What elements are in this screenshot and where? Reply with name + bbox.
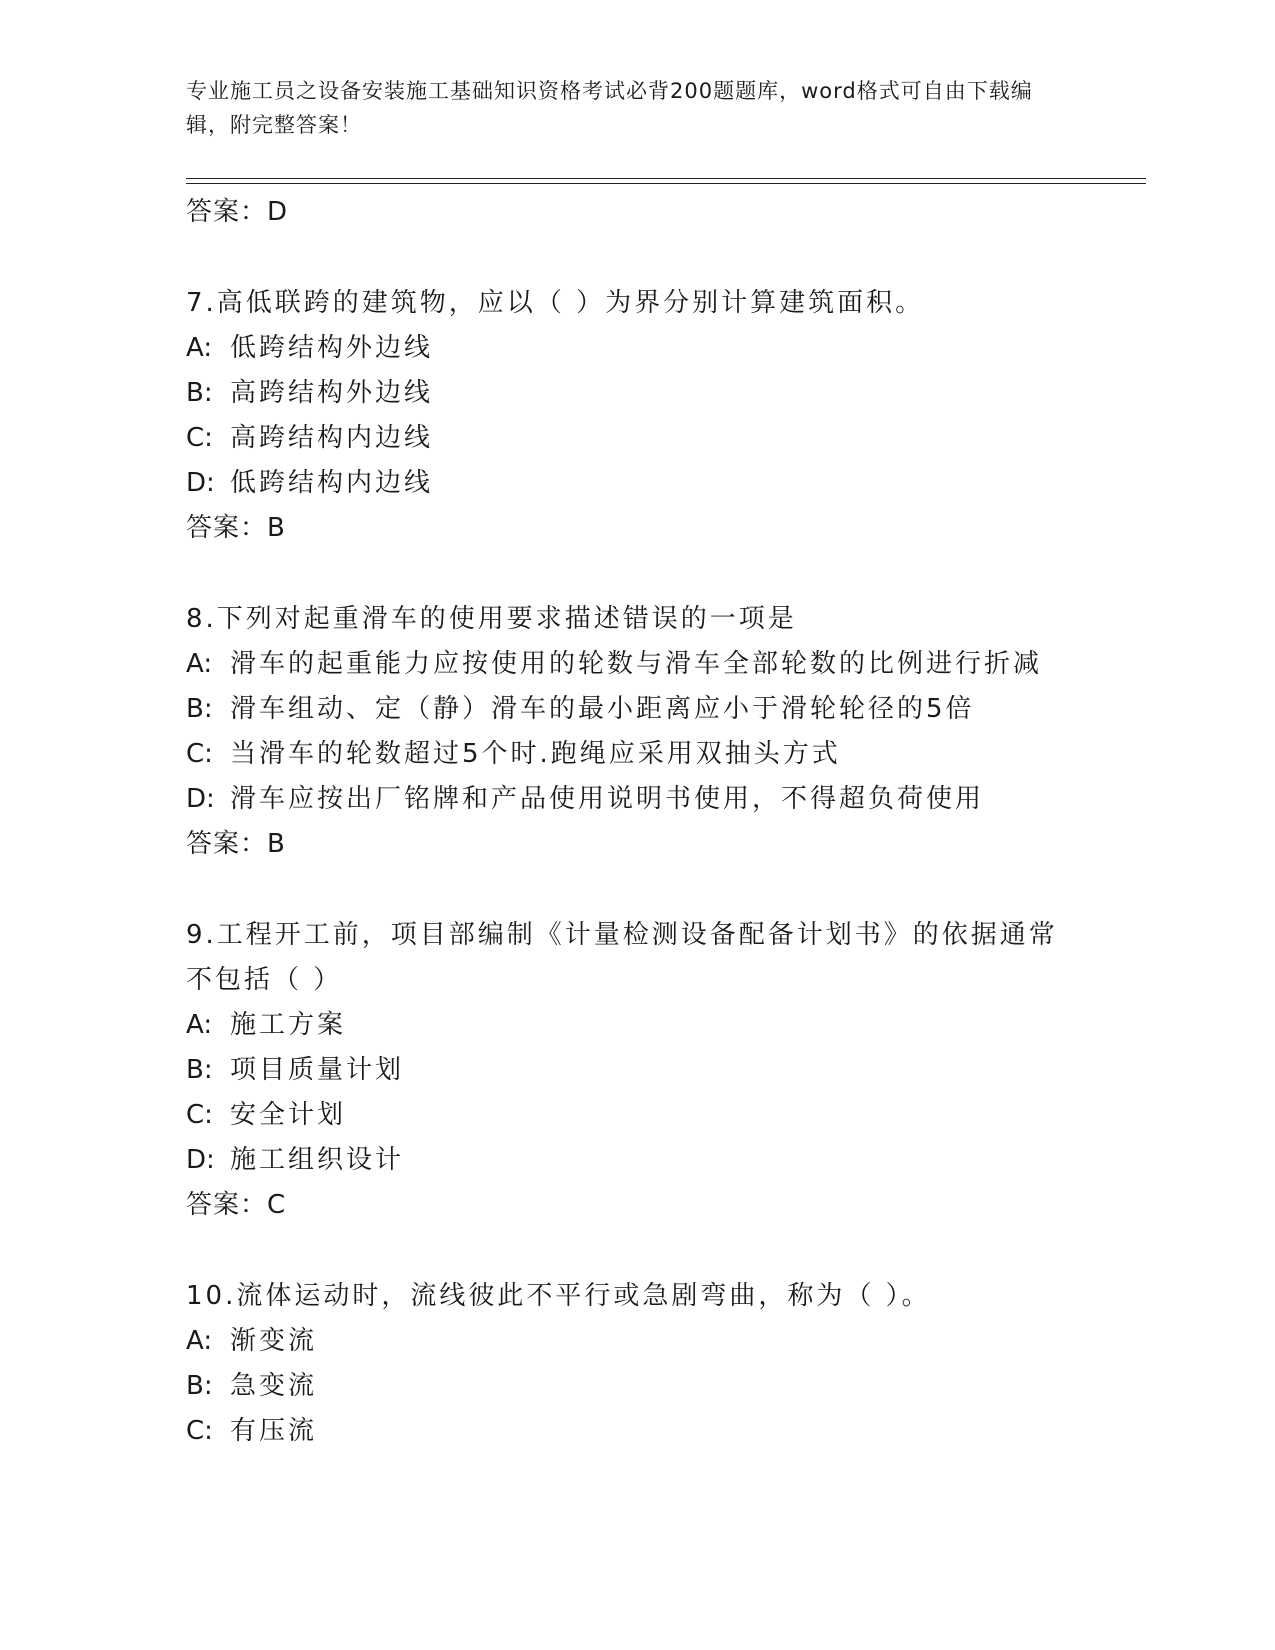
option-item: [186, 326, 1086, 371]
option-item: [186, 1138, 1086, 1183]
option-item: [186, 732, 1086, 777]
option-text: 施工方案: [230, 1010, 347, 1040]
option-text: 有压流: [230, 1416, 318, 1446]
option-text: 项目质量计划: [230, 1055, 405, 1085]
option-text: 渐变流: [230, 1326, 318, 1356]
option-key: B:: [186, 1371, 213, 1401]
option-item: [186, 1319, 1086, 1364]
option-item: [186, 1048, 1086, 1093]
option-text: 滑车的起重能力应按使用的轮数与滑车全部轮数的比例进行折减: [230, 649, 1043, 679]
option-key: C:: [186, 739, 213, 769]
question-block: [186, 597, 1086, 867]
option-key: B:: [186, 1055, 213, 1085]
answer-line: 答案：C: [186, 1190, 287, 1220]
option-item: [186, 461, 1086, 506]
option-item: [186, 687, 1086, 732]
option-text: 滑车应按出厂铭牌和产品使用说明书使用，不得超负荷使用: [230, 784, 985, 814]
option-text: 低跨结构内边线: [230, 468, 434, 498]
option-item: [186, 642, 1086, 687]
option-key: C:: [186, 1100, 213, 1130]
option-key: B:: [186, 694, 213, 724]
question-text: 10.流体运动时，流线彼此不平行或急剧弯曲，称为（ ）。: [186, 1281, 931, 1311]
option-text: 低跨结构外边线: [230, 333, 434, 363]
option-item: [186, 1364, 1086, 1409]
option-key: C:: [186, 423, 213, 453]
option-text: 当滑车的轮数超过5个时.跑绳应采用双抽头方式: [230, 739, 841, 769]
option-key: A:: [186, 1010, 213, 1040]
option-key: C:: [186, 1416, 213, 1446]
document-header: 专业施工员之设备安装施工基础知识资格考试必背200题题库，word格式可自由下载编辑，附完整答案！: [186, 79, 1033, 137]
option-text: 急变流: [230, 1371, 318, 1401]
option-text: 高跨结构外边线: [230, 378, 434, 408]
question-block: [186, 913, 1086, 1228]
option-key: D:: [186, 1145, 215, 1175]
option-item: [186, 371, 1086, 416]
header-divider-top: [186, 178, 1146, 179]
question-text: 9.工程开工前，项目部编制《计量检测设备配备计划书》的依据通常不包括（ ）: [186, 920, 1058, 995]
option-key: A:: [186, 649, 213, 679]
option-item: [186, 1093, 1086, 1138]
option-text: 高跨结构内边线: [230, 423, 434, 453]
question-block: [186, 1274, 1086, 1454]
option-item: [186, 1409, 1086, 1454]
option-key: A:: [186, 1326, 213, 1356]
option-key: A:: [186, 333, 213, 363]
answer-line: 答案：B: [186, 513, 286, 543]
previous-answer: 答案：D: [186, 197, 289, 227]
question-block: [186, 281, 1086, 551]
option-text: 安全计划: [230, 1100, 347, 1130]
question-text: 7.高低联跨的建筑物，应以（ ）为界分别计算建筑面积。: [186, 288, 925, 318]
answer-line: 答案：B: [186, 829, 286, 859]
option-key: B:: [186, 378, 213, 408]
option-item: [186, 1003, 1086, 1048]
question-list: [186, 190, 1086, 1454]
option-item: [186, 416, 1086, 461]
option-key: D:: [186, 468, 215, 498]
option-key: D:: [186, 784, 215, 814]
option-text: 施工组织设计: [230, 1145, 405, 1175]
question-text: 8.下列对起重滑车的使用要求描述错误的一项是: [186, 604, 797, 634]
option-text: 滑车组动、定（静）滑车的最小距离应小于滑轮轮径的5倍: [230, 694, 975, 724]
option-item: [186, 777, 1086, 822]
header-divider-bottom: [186, 183, 1146, 184]
